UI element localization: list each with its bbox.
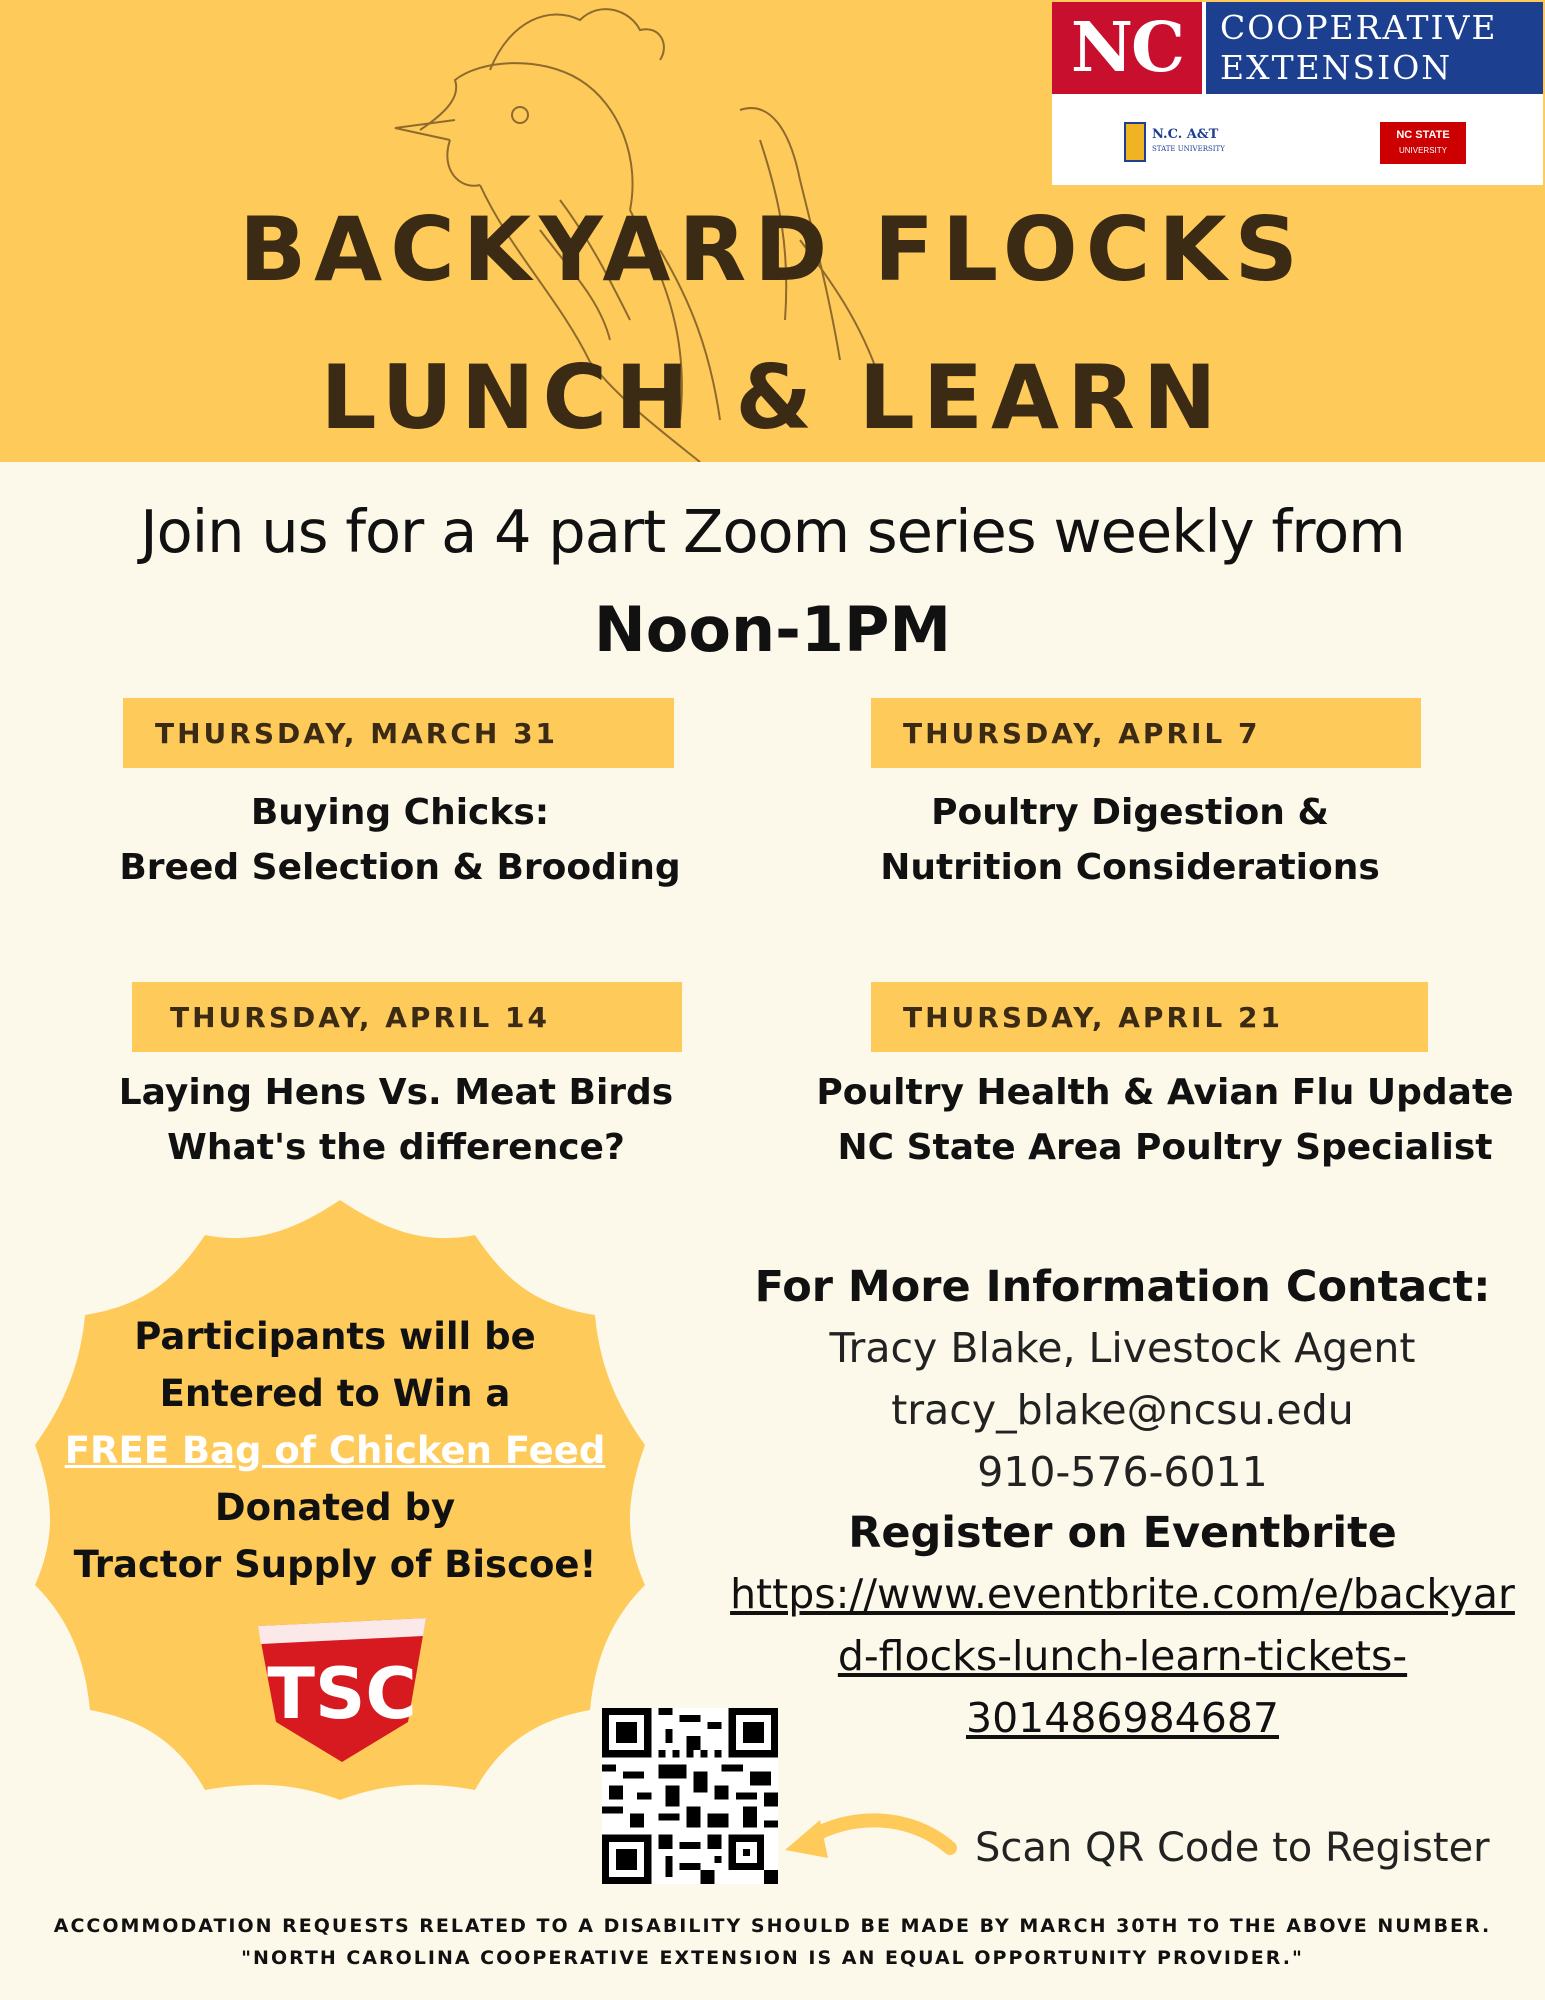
register-heading: Register on Eventbrite — [848, 1508, 1397, 1558]
ncat-subtitle: STATE UNIVERSITY — [1152, 145, 1225, 153]
session-topic-1 — [100, 785, 700, 895]
title-line-2: LUNCH & LEARN — [320, 346, 1225, 449]
footer-accommodation: ACCOMMODATION REQUESTS RELATED TO A DISABILITY SHOULD BE MADE BY MARCH 30TH TO THE ABOVE NUMBER. — [53, 1915, 1492, 1937]
session-topic-2 — [830, 785, 1430, 895]
free-feed-link[interactable]: FREE Bag of Chicken Feed — [64, 1429, 606, 1472]
session-date-4: THURSDAY, APRIL 21 — [871, 982, 1428, 1052]
nc-cooperative-extension-logo — [1052, 2, 1543, 185]
ncsu-name: NC STATE — [1396, 129, 1450, 141]
ncsu-subtitle: UNIVERSITY — [1398, 146, 1447, 155]
session-topic-3 — [96, 1065, 696, 1175]
session-topic-4 — [795, 1065, 1535, 1175]
title-line-1: BACKYARD FLOCKS — [239, 198, 1306, 301]
contact-section — [700, 1257, 1545, 1749]
tsc-logo — [258, 1618, 426, 1762]
nc-logo-mark: NC — [1052, 2, 1202, 94]
session-topic-4-line-2: NC State Area Poultry Specialist — [837, 1127, 1493, 1168]
session-topic-3-line-2: What's the difference? — [167, 1127, 625, 1168]
qr-code[interactable] — [602, 1708, 778, 1884]
contact-name: Tracy Blake, Livestock Agent — [829, 1324, 1416, 1372]
session-topic-2-line-2: Nutrition Considerations — [880, 847, 1380, 888]
logo-top-band — [1052, 2, 1543, 94]
giveaway-line-1: Participants will be — [134, 1315, 536, 1358]
eventbrite-link-line-2[interactable]: d-flocks-lunch-learn-tickets- — [837, 1632, 1408, 1680]
contact-phone[interactable]: 910-576-6011 — [977, 1448, 1268, 1496]
ncsu-logo — [1380, 122, 1466, 164]
session-topic-4-line-1: Poultry Health & Avian Flu Update — [816, 1072, 1514, 1113]
session-date-2: THURSDAY, APRIL 7 — [871, 698, 1421, 768]
session-time: Noon-1PM — [593, 593, 952, 666]
session-topic-1-line-2: Breed Selection & Brooding — [119, 847, 681, 888]
giveaway-line-2: Entered to Win a — [159, 1372, 511, 1415]
eventbrite-link-line-3[interactable]: 301486984687 — [965, 1694, 1280, 1742]
logo-line-extension: EXTENSION — [1220, 48, 1453, 87]
session-topic-2-line-1: Poultry Digestion & — [931, 792, 1329, 833]
session-topic-3-line-1: Laying Hens Vs. Meat Birds — [118, 1072, 674, 1113]
ncat-shield-icon — [1124, 122, 1146, 162]
logo-line-cooperative: COOPERATIVE — [1220, 8, 1498, 47]
footer-equal-opportunity: "NORTH CAROLINA COOPERATIVE EXTENSION IS AN EQUAL OPPORTUNITY PROVIDER." — [241, 1947, 1304, 1969]
session-date-3: THURSDAY, APRIL 14 — [132, 982, 682, 1052]
session-topic-1-line-1: Buying Chicks: — [250, 792, 550, 833]
footer-notice — [0, 1910, 1545, 1974]
extension-wordmark — [1206, 2, 1543, 94]
ncat-logo — [1124, 122, 1225, 162]
giveaway-line-4: Tractor Supply of Biscoe! — [73, 1543, 597, 1586]
intro-text: Join us for a 4 part Zoom series weekly from — [140, 497, 1405, 566]
arrow-icon — [780, 1808, 960, 1888]
giveaway-line-3: Donated by — [214, 1486, 456, 1529]
ncat-name: N.C. A&T — [1152, 127, 1219, 142]
session-date-1: THURSDAY, MARCH 31 — [123, 698, 674, 768]
scan-qr-label: Scan QR Code to Register — [975, 1825, 1490, 1871]
tsc-logo-text: TSC — [267, 1653, 417, 1735]
contact-heading: For More Information Contact: — [754, 1262, 1491, 1312]
eventbrite-link-line-1[interactable]: https://www.eventbrite.com/e/backyar — [730, 1570, 1515, 1618]
contact-email[interactable]: tracy_blake@ncsu.edu — [891, 1386, 1354, 1434]
giveaway-text — [45, 1308, 625, 1593]
header-banner — [0, 0, 1545, 462]
